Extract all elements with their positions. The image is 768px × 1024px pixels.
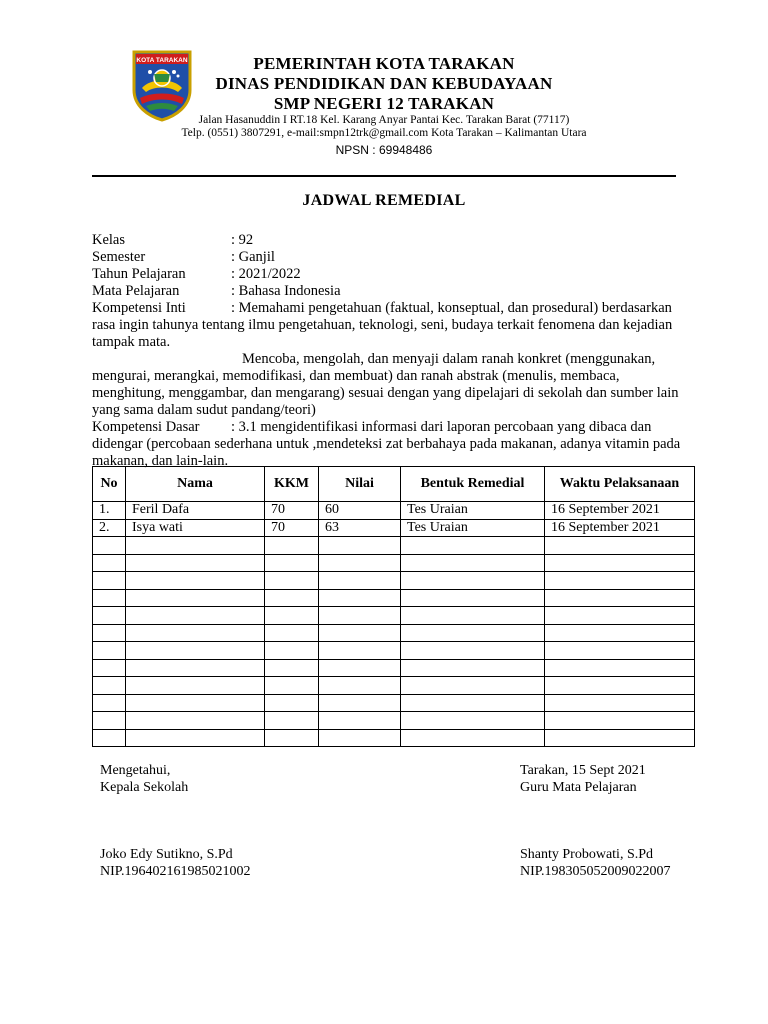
info-value: : Ganjil: [231, 249, 275, 265]
info-label: Mata Pelajaran: [92, 283, 180, 299]
header-npsn: NPSN : 69948486: [335, 143, 433, 157]
signature-right-date: Tarakan, 15 Sept 2021: [520, 763, 646, 778]
cell-nama: [126, 572, 265, 590]
signature-left-name: Joko Edy Sutikno, S.Pd: [100, 847, 233, 862]
cell-nama: [126, 607, 265, 625]
cell-no: [93, 642, 126, 660]
header-government: PEMERINTAH KOTA TARAKAN: [253, 54, 515, 73]
cell-kkm: [265, 589, 319, 607]
info-value: : Bahasa Indonesia: [231, 283, 341, 299]
header-school: SMP NEGERI 12 TARAKAN: [273, 94, 495, 113]
cell-no: [93, 572, 126, 590]
cell-no: [93, 607, 126, 625]
signature-right-role: Guru Mata Pelajaran: [520, 780, 637, 795]
cell-nilai: [319, 729, 401, 747]
cell-no: [93, 729, 126, 747]
table-row-empty: [93, 642, 695, 660]
header-address: Jalan Hasanuddin I RT.18 Kel. Karang Anyar Pantai Kec. Tarakan Barat (77117): [198, 114, 570, 126]
cell-nilai: 63: [319, 519, 401, 537]
table-row-empty: [93, 677, 695, 695]
cell-kkm: [265, 694, 319, 712]
cell-kkm: [265, 554, 319, 572]
cell-bentuk-remedial: [401, 659, 545, 677]
cell-no: [93, 677, 126, 695]
table-row-empty: [93, 607, 695, 625]
info-label: Kompetensi Inti: [92, 300, 186, 316]
cell-waktu-pelaksanaan: 16 September 2021: [545, 502, 695, 520]
cell-waktu-pelaksanaan: [545, 589, 695, 607]
cell-waktu-pelaksanaan: [545, 659, 695, 677]
cell-nama: [126, 659, 265, 677]
info-semester: [92, 249, 692, 266]
cell-nama: [126, 554, 265, 572]
cell-bentuk-remedial: [401, 554, 545, 572]
table-row-empty: [93, 554, 695, 572]
cell-waktu-pelaksanaan: [545, 712, 695, 730]
cell-nama: [126, 712, 265, 730]
cell-nama: Feril Dafa: [126, 502, 265, 520]
cell-nilai: [319, 589, 401, 607]
info-label: Kelas: [92, 232, 126, 248]
document-title: JADWAL REMEDIAL: [302, 192, 466, 209]
cell-waktu-pelaksanaan: [545, 694, 695, 712]
signature-right-name: Shanty Probowati, S.Pd: [520, 847, 654, 862]
col-header-nilai: Nilai: [319, 467, 401, 502]
cell-bentuk-remedial: Tes Uraian: [401, 519, 545, 537]
logo-text: KOTA TARAKAN: [136, 57, 188, 64]
info-kompetensi-inti: [92, 300, 692, 351]
table-row-empty: [93, 694, 695, 712]
cell-no: 2.: [93, 519, 126, 537]
info-tahun-pelajaran: [92, 266, 692, 283]
table-row-empty: [93, 729, 695, 747]
cell-nilai: [319, 694, 401, 712]
table-row-empty: [93, 537, 695, 555]
table-row-empty: [93, 624, 695, 642]
cell-bentuk-remedial: [401, 677, 545, 695]
cell-bentuk-remedial: [401, 642, 545, 660]
header-department: DINAS PENDIDIKAN DAN KEBUDAYAAN: [215, 74, 553, 93]
cell-nama: [126, 694, 265, 712]
cell-kkm: 70: [265, 519, 319, 537]
table-row-empty: [93, 659, 695, 677]
cell-no: [93, 554, 126, 572]
cell-nilai: [319, 659, 401, 677]
info-mata-pelajaran: [92, 283, 692, 300]
table-header-row: [93, 467, 695, 502]
info-value: Mencoba, mengolah, dan menyaji dalam ranah konkret: [242, 351, 562, 367]
info-kompetensi-dasar: [92, 419, 692, 470]
table-row-empty: [93, 589, 695, 607]
col-header-waktu-pelaksanaan: Waktu Pelaksanaan: [545, 467, 695, 502]
cell-kkm: [265, 642, 319, 660]
cell-nama: Isya wati: [126, 519, 265, 537]
signature-left-block: [100, 846, 251, 880]
cell-bentuk-remedial: [401, 607, 545, 625]
cell-nama: [126, 537, 265, 555]
cell-no: [93, 589, 126, 607]
signature-right-nip: NIP.198305052009022007: [520, 864, 671, 879]
cell-nilai: [319, 572, 401, 590]
signature-left-role: Kepala Sekolah: [100, 780, 189, 795]
table-row-empty: [93, 572, 695, 590]
cell-kkm: [265, 659, 319, 677]
cell-kkm: [265, 572, 319, 590]
cell-kkm: [265, 607, 319, 625]
signature-left-nip: NIP.196402161985021002: [100, 864, 251, 879]
cell-waktu-pelaksanaan: [545, 677, 695, 695]
col-header-kkm: KKM: [265, 467, 319, 502]
info-kelas: [92, 232, 692, 249]
cell-nama: [126, 677, 265, 695]
info-label: Semester: [92, 249, 146, 265]
cell-nama: [126, 624, 265, 642]
cell-no: [93, 694, 126, 712]
cell-nilai: 60: [319, 502, 401, 520]
cell-bentuk-remedial: [401, 572, 545, 590]
cell-nilai: [319, 554, 401, 572]
info-label: Kompetensi Dasar: [92, 419, 200, 435]
info-block: [92, 232, 692, 470]
cell-nilai: [319, 624, 401, 642]
cell-no: [93, 624, 126, 642]
cell-bentuk-remedial: [401, 729, 545, 747]
info-value-continued: dan didengar (percobaan sederhana untuk ,mendeteksi zat berbahaya pada makanan, adanya vitamin pada makanan, dan lain-lain.: [92, 419, 681, 469]
cell-waktu-pelaksanaan: [545, 624, 695, 642]
cell-waktu-pelaksanaan: [545, 607, 695, 625]
cell-waktu-pelaksanaan: [545, 537, 695, 555]
col-header-no: No: [93, 467, 126, 502]
cell-bentuk-remedial: Tes Uraian: [401, 502, 545, 520]
info-value-continued: (menggunakan, mengurai, merangkai, memodifikasi, dan membuat) dan ranah abstrak (menulis, membaca, menghitung, menggambar, dan mengarang) sesuai dengan yang dipelajari di sekolah dan sumber lain yang sama dalam sudut pandang/teori): [92, 351, 679, 418]
cell-waktu-pelaksanaan: 16 September 2021: [545, 519, 695, 537]
cell-kkm: 70: [265, 502, 319, 520]
cell-nama: [126, 642, 265, 660]
cell-bentuk-remedial: [401, 694, 545, 712]
info-kompetensi-inti-2: [92, 351, 692, 419]
cell-kkm: [265, 729, 319, 747]
cell-waktu-pelaksanaan: [545, 642, 695, 660]
cell-kkm: [265, 537, 319, 555]
header-contact: Telp. (0551) 3807291, e-mail:smpn12trk@gmail.com Kota Tarakan – Kalimantan Utara: [181, 127, 587, 139]
cell-nama: [126, 729, 265, 747]
info-value: : 2021/2022: [231, 266, 301, 282]
cell-waktu-pelaksanaan: [545, 729, 695, 747]
cell-kkm: [265, 677, 319, 695]
cell-nilai: [319, 712, 401, 730]
info-label: Tahun Pelajaran: [92, 266, 186, 282]
cell-waktu-pelaksanaan: [545, 572, 695, 590]
cell-waktu-pelaksanaan: [545, 554, 695, 572]
cell-bentuk-remedial: [401, 712, 545, 730]
cell-bentuk-remedial: [401, 589, 545, 607]
col-header-nama: Nama: [126, 467, 265, 502]
cell-bentuk-remedial: [401, 624, 545, 642]
signature-left-heading: [100, 762, 188, 796]
signature-right-block: [520, 846, 671, 880]
cell-nilai: [319, 677, 401, 695]
cell-no: [93, 537, 126, 555]
table-row: [93, 502, 695, 520]
cell-no: [93, 712, 126, 730]
cell-bentuk-remedial: [401, 537, 545, 555]
col-header-bentuk-remedial: Bentuk Remedial: [401, 467, 545, 502]
cell-nilai: [319, 642, 401, 660]
cell-nilai: [319, 607, 401, 625]
cell-nilai: [319, 537, 401, 555]
info-value-continued: berdasarkan rasa ingin tahunya tentang ilmu pengetahuan, teknologi, seni, budaya terkait fenomena dan kejadian tampak mata.: [92, 300, 673, 350]
info-value: : 3.1 mengidentifikasi informasi dari laporan percobaan yang dibaca: [231, 419, 627, 435]
remedial-table: [92, 466, 695, 747]
signature-left-line1: Mengetahui,: [100, 763, 171, 778]
header-divider: [92, 175, 676, 177]
table-row: [93, 519, 695, 537]
info-value: : Memahami pengetahuan (faktual, konseptual, dan prosedural): [231, 300, 599, 316]
cell-kkm: [265, 624, 319, 642]
table-row-empty: [93, 712, 695, 730]
cell-no: 1.: [93, 502, 126, 520]
info-value: : 92: [231, 232, 254, 248]
cell-nama: [126, 589, 265, 607]
cell-no: [93, 659, 126, 677]
signature-right-heading: [520, 762, 646, 796]
cell-kkm: [265, 712, 319, 730]
